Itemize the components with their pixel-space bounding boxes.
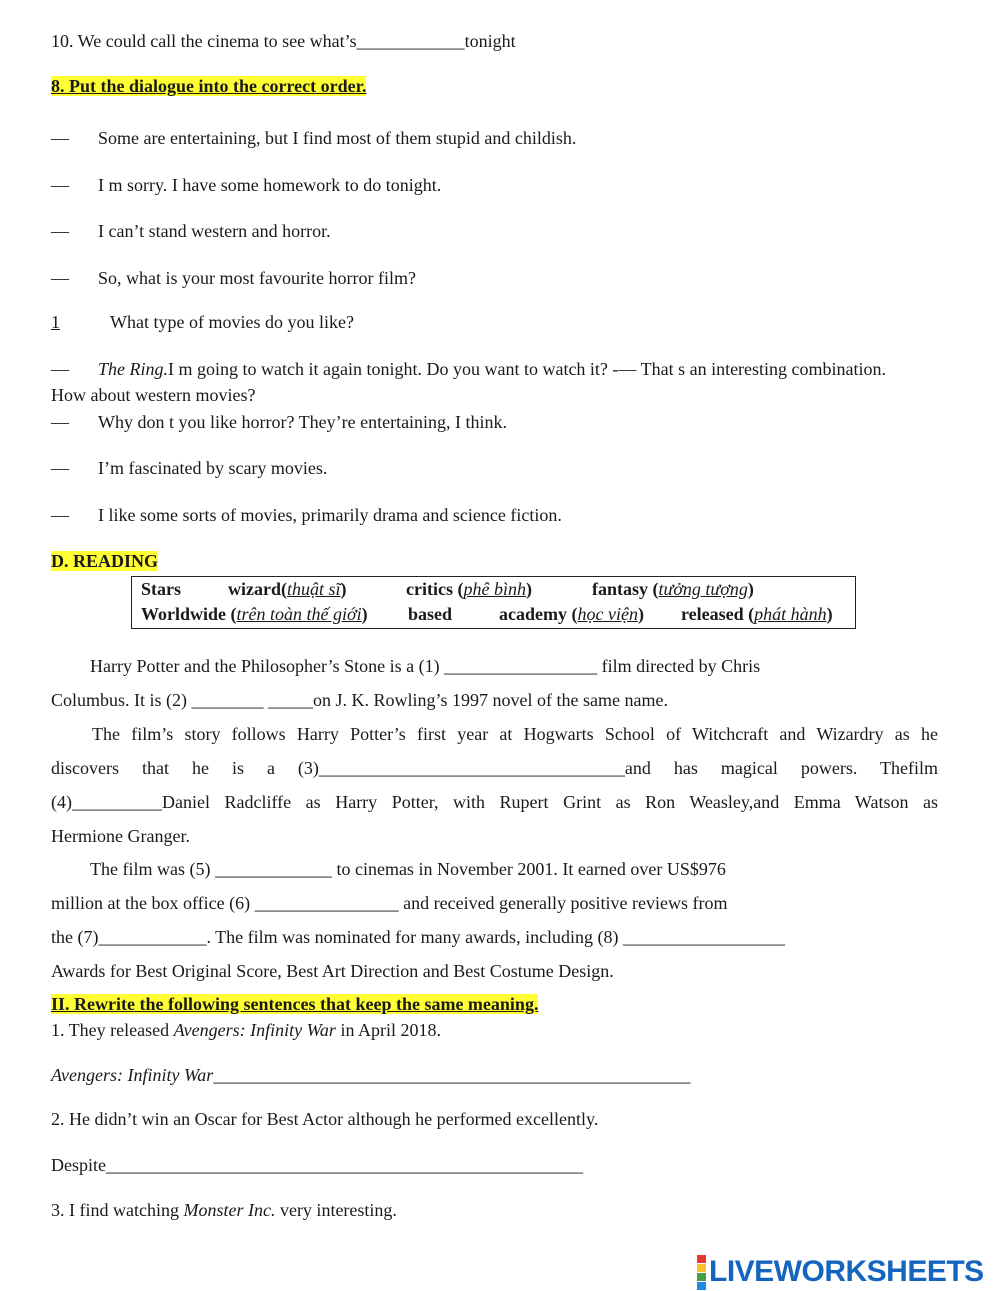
dialogue-rest: I m going to watch it again tonight. Do you want to watch it? -— That s an interesting combination. <box>168 359 887 379</box>
dialogue-text: Some are entertaining, but I find most of them stupid and childish. <box>98 128 577 148</box>
order-number: 1 <box>51 312 60 332</box>
word-stars: Stars <box>141 579 181 599</box>
dash-marker: — <box>51 175 69 195</box>
dash-marker: — <box>51 359 69 379</box>
reading-heading <box>51 550 158 572</box>
word-critics: critics (phê bình) <box>406 579 532 599</box>
film-title: The Ring. <box>98 359 168 379</box>
passage-line: The film’s story follows Harry Potter’s first year at Hogwarts School of Witchcraft and Wizardry as he <box>92 724 938 744</box>
word-based: based <box>408 604 453 624</box>
dialogue-text: Why don t you like horror? They’re entertaining, I think. <box>98 412 508 432</box>
dialogue-continuation: How about western movies? <box>51 385 256 405</box>
section-8-heading <box>51 75 366 97</box>
rewrite-question-1: 1. They released Avengers: Infinity War in April 2018. <box>51 1020 441 1040</box>
passage-line: the (7)____________. The film was nominated for many awards, including (8) __________________ <box>51 927 786 947</box>
word-released: released (phát hành) <box>681 604 833 624</box>
dialogue-text: I m sorry. I have some homework to do tonight. <box>98 175 442 195</box>
dialogue-text: I’m fascinated by scary movies. <box>98 458 328 478</box>
dialogue-text: I like some sorts of movies, primarily drama and science fiction. <box>98 505 562 525</box>
dash-marker: — <box>51 505 69 525</box>
passage-line: Harry Potter and the Philosopher’s Stone is a (1) _________________ film directed by Chris <box>90 656 761 676</box>
dash-marker: — <box>51 221 69 241</box>
passage-line: The film was (5) _____________ to cinemas in November 2001. It earned over US$976 <box>90 859 726 879</box>
passage-line: discovers that he is a (3)__________________________________and has magical powers. Thefilm <box>51 758 938 778</box>
word-wizard: wizard(thuật sĩ) <box>228 579 347 599</box>
rewrite-answer-2[interactable]: Despite_____________________________________________________ <box>51 1155 583 1175</box>
question-10: 10. We could call the cinema to see what’s____________tonight <box>51 31 516 51</box>
logo-text: LIVEWORKSHEETS <box>709 1255 984 1288</box>
word-box <box>131 576 856 629</box>
rewrite-heading-text: II. Rewrite the following sentences that keep the same meaning. <box>51 994 539 1014</box>
dialogue-text: So, what is your most favourite horror film? <box>98 268 416 288</box>
rewrite-heading <box>51 993 538 1015</box>
logo-mark-icon <box>697 1254 706 1290</box>
passage-line: (4)__________Daniel Radcliffe as Harry Potter, with Rupert Grint as Ron Weasley,and Emma Watson as <box>51 792 938 812</box>
dialogue-text: I can’t stand western and horror. <box>98 221 331 241</box>
rewrite-question-3: 3. I find watching Monster Inc. very interesting. <box>51 1200 397 1220</box>
liveworksheets-logo <box>697 1256 984 1288</box>
passage-line: million at the box office (6) ________________ and received generally positive reviews from <box>51 893 728 913</box>
rewrite-question-2: 2. He didn’t win an Oscar for Best Actor although he performed excellently. <box>51 1109 599 1129</box>
dialogue-text <box>98 359 886 380</box>
reading-heading-text: D. READING <box>51 551 159 571</box>
dash-marker: — <box>51 268 69 288</box>
word-academy: academy (học viện) <box>499 604 644 624</box>
passage-line: Columbus. It is (2) ________ _____on J. K. Rowling’s 1997 novel of the same name. <box>51 690 668 710</box>
word-fantasy: fantasy (tưởng tượng) <box>592 579 754 599</box>
passage-line: Awards for Best Original Score, Best Art Direction and Best Costume Design. <box>51 961 614 981</box>
dash-marker: — <box>51 412 69 432</box>
dialogue-text: What type of movies do you like? <box>110 312 354 332</box>
word-worldwide: Worldwide (trên toàn thế giới) <box>141 604 368 624</box>
dash-marker: — <box>51 458 69 478</box>
rewrite-answer-1[interactable]: Avengers: Infinity War_____________________________________________________ <box>51 1065 691 1085</box>
section-8-heading-text: 8. Put the dialogue into the correct order. <box>51 76 367 96</box>
passage-line: Hermione Granger. <box>51 826 190 846</box>
dash-marker: — <box>51 128 69 148</box>
